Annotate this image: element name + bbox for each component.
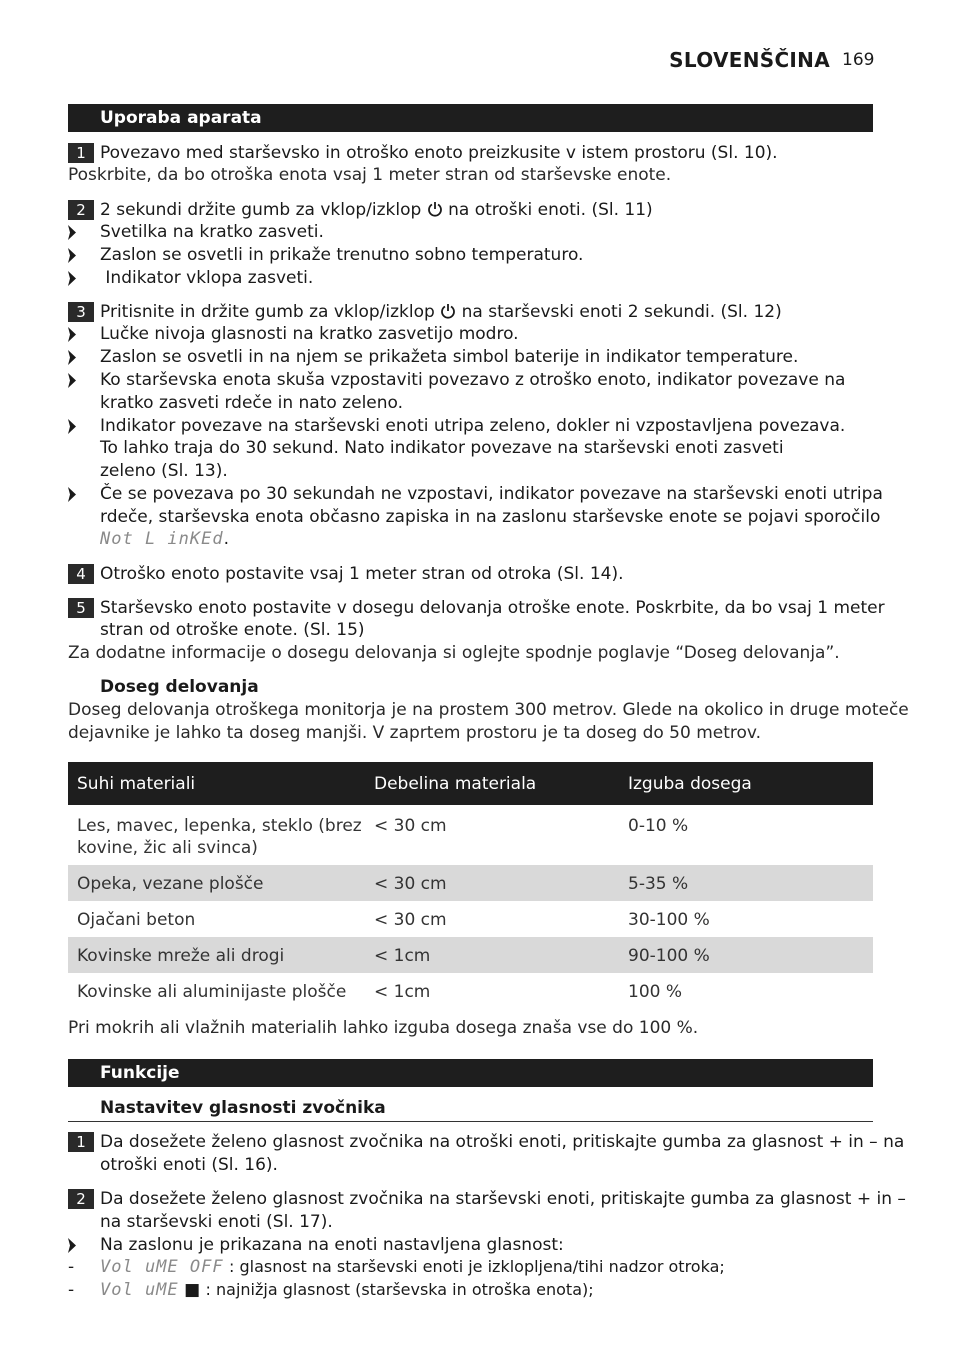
bullet-icon xyxy=(68,1238,76,1253)
bullet-icon xyxy=(68,225,76,240)
bullet-text: Ko starševska enota skuša vzpostaviti povezavo z otroško enoto, indikator povezave na xyxy=(100,370,846,390)
table-cell: 5-35 % xyxy=(619,865,873,901)
table-cell: < 30 cm xyxy=(374,910,447,930)
bullet-text: rdeče, starševska enota občasno zapiska in na zaslonu starševske enote se pojavi sporočilo xyxy=(100,507,881,527)
bullet-text: To lahko traja do 30 sekund. Nato indikator povezave na starševski enoti zasveti xyxy=(100,438,784,458)
table-cell: 0-10 % xyxy=(628,816,689,836)
step-text: Pritisnite in držite gumb za vklop/izklop na starševski enoti 2 sekundi. (Sl. 12) xyxy=(100,302,782,322)
step-text: na starševski enoti (Sl. 17). xyxy=(100,1212,333,1232)
table-cell: 30-100 % xyxy=(628,910,710,930)
lcd-message: Not L inKEd xyxy=(100,529,224,549)
table-cell: < 30 cm xyxy=(374,816,447,836)
bullet-text: kratko zasveti rdeče in nato zeleno. xyxy=(100,393,404,413)
step-number: 1 xyxy=(68,1132,94,1152)
bullet-icon xyxy=(68,373,76,388)
range-table xyxy=(68,762,873,1009)
dash-item: Vol uME OFF : glasnost na starševski enoti je izklopljena/tihi nadzor otroka; xyxy=(100,1257,725,1277)
table-cell: < 1cm xyxy=(374,982,431,1002)
bullet-icon xyxy=(68,487,76,502)
table-cell: < 1cm xyxy=(365,937,619,973)
power-icon xyxy=(440,303,456,319)
table-header: Debelina materiala xyxy=(365,762,619,805)
bullet-text: Zaslon se osvetli in prikaže trenutno sobno temperaturo. xyxy=(100,245,584,265)
paragraph: dejavnike je lahko ta doseg manjši. V zaprtem prostoru je ta doseg do 50 metrov. xyxy=(68,723,762,743)
bullet-text: Če se povezava po 30 sekundah ne vzpostavi, indikator povezave na starševski enoti utripa xyxy=(100,484,883,504)
table-cell: 90-100 % xyxy=(619,937,873,973)
bullet-text: Svetilka na kratko zasveti. xyxy=(100,222,324,242)
table-cell: 100 % xyxy=(628,982,683,1002)
table-cell: Kovinske mreže ali drogi xyxy=(68,937,365,973)
bullet-text: Na zaslonu je prikazana na enoti nastavljena glasnost: xyxy=(100,1235,564,1255)
bullet-text: Indikator vklopa zasveti. xyxy=(100,268,314,288)
step-text: 2 sekundi držite gumb za vklop/izklop na otroški enoti. (Sl. 11) xyxy=(100,200,653,220)
language-title: SLOVENŠČINA xyxy=(669,48,830,72)
subsection-title: Doseg delovanja xyxy=(100,677,259,697)
step-number: 2 xyxy=(68,200,94,220)
bullet-icon xyxy=(68,248,76,263)
bullet-icon xyxy=(68,419,76,434)
table-cell: Ojačani beton xyxy=(77,910,196,930)
paragraph: Doseg delovanja otroškega monitorja je na prostem 300 metrov. Glede na okolico in druge moteče xyxy=(68,700,909,720)
step-number: 2 xyxy=(68,1189,94,1209)
table-row xyxy=(68,937,873,973)
table-header: Suhi materiali xyxy=(68,762,365,805)
dash-marker: - xyxy=(68,1280,75,1300)
table-cell: < 30 cm xyxy=(365,865,619,901)
step-note: Za dodatne informacije o dosegu delovanja si oglejte spodnje poglavje “Doseg delovanja”. xyxy=(68,643,840,663)
page-number: 169 xyxy=(842,50,875,70)
bullet-text: zeleno (Sl. 13). xyxy=(100,461,228,481)
bullet-icon xyxy=(68,327,76,342)
step-number: 5 xyxy=(68,598,94,618)
bullet-icon xyxy=(68,350,76,365)
table-row xyxy=(68,865,873,901)
table-row xyxy=(68,901,873,937)
table-row xyxy=(68,805,873,865)
step-text: stran od otroške enote. (Sl. 15) xyxy=(100,620,365,640)
table-cell: Opeka, vezane plošče xyxy=(68,865,365,901)
lcd-message: Vol uME OFF xyxy=(100,1257,224,1277)
dash-item: Vol uME ■ : najnižja glasnost (starševska in otroška enota); xyxy=(100,1280,594,1300)
bullet-text: Indikator povezave na starševski enoti utripa zeleno, dokler ni vzpostavljena povezava. xyxy=(100,416,846,436)
bullet-text: Lučke nivoja glasnosti na kratko zasvetijo modro. xyxy=(100,324,519,344)
step-text: otroški enoti (Sl. 16). xyxy=(100,1155,278,1175)
step-text: Starševsko enoto postavite v dosegu delovanja otroške enote. Poskrbite, da bo vsaj 1 meter xyxy=(100,598,885,618)
step-text: Povezavo med starševsko in otroško enoto preizkusite v istem prostoru (Sl. 10). xyxy=(100,143,778,163)
bullet-icon xyxy=(68,271,76,286)
step-text: Da dosežete želeno glasnost zvočnika na otroški enoti, pritiskajte gumba za glasnost + in – na xyxy=(100,1132,905,1152)
power-icon xyxy=(427,201,443,217)
step-number: 1 xyxy=(68,143,94,163)
subsection-title: Nastavitev glasnosti zvočnika xyxy=(100,1098,386,1118)
table-cell: Les, mavec, lepenka, steklo (brez kovine, žic ali svinca) xyxy=(77,816,362,858)
section-title-functions: Funkcije xyxy=(68,1059,873,1087)
paragraph: Pri mokrih ali vlažnih materialih lahko izguba dosega znaša vse do 100 %. xyxy=(68,1018,699,1038)
step-number: 4 xyxy=(68,564,94,584)
step-note: Poskrbite, da bo otroška enota vsaj 1 meter stran od starševske enote. xyxy=(68,165,672,185)
step-number: 3 xyxy=(68,302,94,322)
section-title-usage: Uporaba aparata xyxy=(68,104,873,132)
bullet-text: Zaslon se osvetli in na njem se prikažeta simbol baterije in indikator temperature. xyxy=(100,347,799,367)
volume-level-symbol: ■ xyxy=(184,1280,201,1300)
step-text: Da dosežete želeno glasnost zvočnika na starševski enoti, pritiskajte gumba za glasnost + in – xyxy=(100,1189,906,1209)
lcd-message: Vol uME xyxy=(100,1280,179,1300)
table-header: Izguba dosega xyxy=(619,762,873,805)
table-row xyxy=(68,973,873,1009)
dash-marker: - xyxy=(68,1257,75,1277)
step-text: Otroško enoto postavite vsaj 1 meter stran od otroka (Sl. 14). xyxy=(100,564,624,584)
table-cell: Kovinske ali aluminijaste plošče xyxy=(77,982,347,1002)
table-header-row xyxy=(68,762,873,805)
bullet-text: Not L inKEd. xyxy=(100,529,229,549)
divider xyxy=(68,1121,873,1122)
